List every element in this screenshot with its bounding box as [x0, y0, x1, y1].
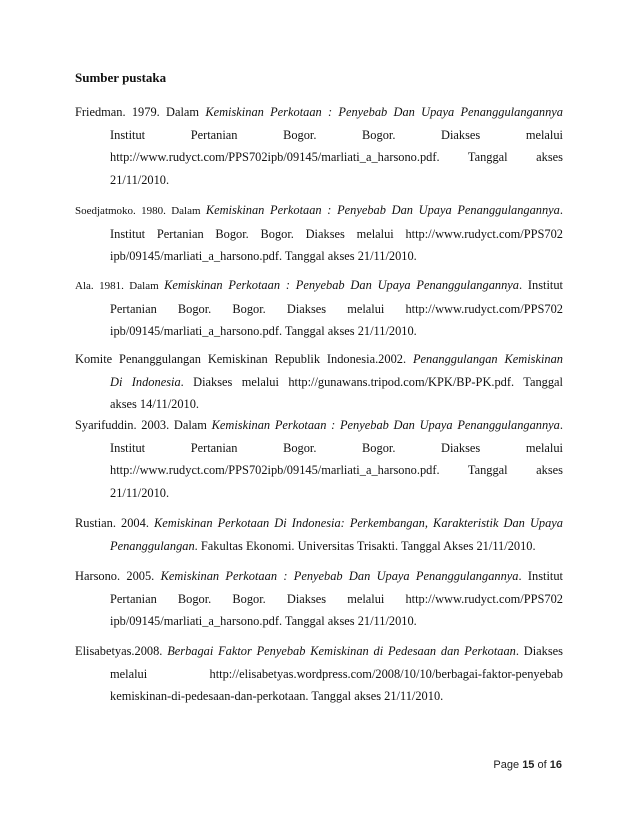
- reference-line: Harsono. 2005. Kemiskinan Perkotaan : Penyebab Dan Upaya Penanggulangannya. Institut: [75, 569, 564, 583]
- reference-line: Di Indonesia. Diakses melalui http://gunawans.tripod.com/KPK/BP-PK.pdf. Tanggal: [110, 374, 563, 389]
- reference-line: Pertanian Bogor. Bogor. Diakses melalui http://www.rudyct.com/PPS702: [110, 591, 563, 606]
- reference-line: ipb/09145/marliati_a_harsono.pdf. Tanggal akses 21/11/2010.: [110, 249, 417, 263]
- section-heading: Sumber pustaka: [75, 70, 167, 85]
- reference-entry: [75, 199, 563, 268]
- page-number: Page 15 of 16: [493, 759, 562, 771]
- reference-line: Penanggulangan. Fakultas Ekonomi. Universitas Trisakti. Tanggal Akses 21/11/2010.: [110, 538, 536, 553]
- reference-line: Institut Pertanian Bogor. Bogor. Diakses melalui: [110, 440, 563, 455]
- reference-line: http://www.rudyct.com/PPS702ipb/09145/marliati_a_harsono.pdf. Tanggal akses: [110, 150, 563, 164]
- reference-line: Friedman. 1979. Dalam Kemiskinan Perkotaan : Penyebab Dan Upaya Penanggulangannya: [75, 105, 563, 119]
- reference-line: ipb/09145/marliati_a_harsono.pdf. Tanggal akses 21/11/2010.: [110, 324, 417, 338]
- reference-line: Pertanian Bogor. Bogor. Diakses melalui http://www.rudyct.com/PPS702: [110, 301, 563, 316]
- reference-line: akses 14/11/2010.: [110, 397, 200, 411]
- reference-line: kemiskinan-di-pedesaan-dan-perkotaan. Tanggal akses 21/11/2010.: [110, 689, 444, 703]
- reference-entry: [75, 512, 563, 557]
- reference-line: Rustian. 2004. Kemiskinan Perkotaan Di Indonesia: Perkembangan, Karakteristik Dan Upaya: [75, 516, 563, 530]
- reference-line: Institut Pertanian Bogor. Bogor. Diakses melalui http://www.rudyct.com/PPS702: [110, 226, 563, 241]
- reference-line: Elisabetyas.2008. Berbagai Faktor Penyebab Kemiskinan di Pedesaan dan Perkotaan. Diakses: [75, 644, 563, 658]
- reference-entry: [75, 640, 563, 708]
- reference-line: ipb/09145/marliati_a_harsono.pdf. Tanggal akses 21/11/2010.: [110, 614, 417, 628]
- reference-line: Syarifuddin. 2003. Dalam Kemiskinan Perkotaan : Penyebab Dan Upaya Penanggulangannya.: [75, 418, 563, 432]
- reference-entry: [75, 414, 563, 504]
- reference-line: Komite Penanggulangan Kemiskinan Republik Indonesia.2002. Penanggulangan Kemiskinan: [75, 352, 563, 366]
- reference-entry: [75, 101, 563, 191]
- reference-line: melalui http://elisabetyas.wordpress.com/2008/10/10/berbagai-faktor-penyebab: [110, 666, 563, 681]
- reference-line: Institut Pertanian Bogor. Bogor. Diakses melalui: [110, 127, 563, 142]
- reference-line: Soedjatmoko. 1980. Dalam Kemiskinan Perkotaan : Penyebab Dan Upaya Penanggulangannya.: [75, 203, 563, 217]
- reference-line: 21/11/2010.: [110, 172, 170, 187]
- reference-entry: [75, 274, 563, 343]
- reference-entry: [75, 348, 563, 416]
- reference-line: 21/11/2010.: [110, 485, 170, 500]
- reference-line: Ala. 1981. Dalam Kemiskinan Perkotaan : Penyebab Dan Upaya Penanggulangannya. Institut: [75, 278, 564, 292]
- reference-line: http://www.rudyct.com/PPS702ipb/09145/marliati_a_harsono.pdf. Tanggal akses: [110, 463, 563, 477]
- reference-entry: [75, 565, 563, 633]
